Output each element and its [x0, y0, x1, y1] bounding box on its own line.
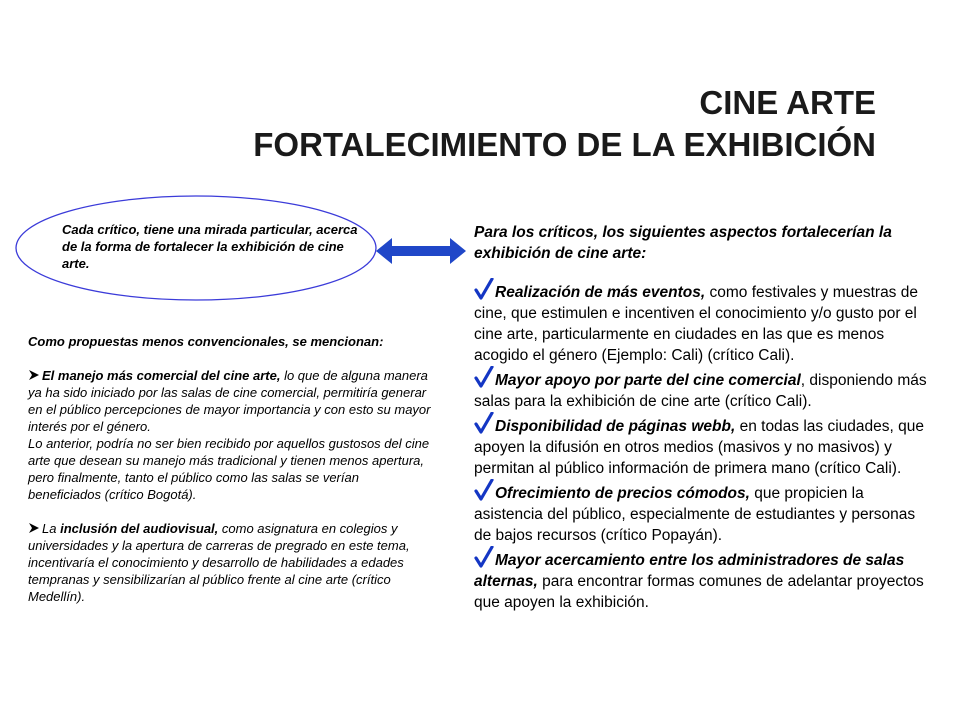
right-item-5-rest: para encontrar formas comunes de adelantar proyectos que apoyen la exhibición. [474, 573, 924, 611]
right-column [474, 222, 934, 613]
checkmark-icon [474, 366, 494, 388]
right-item-2 [474, 366, 934, 412]
title-line-1: CINE ARTE [699, 84, 876, 121]
arrow-bullet-icon [28, 522, 40, 534]
right-item-2-lead: Mayor apoyo por parte del cine comercial [495, 372, 801, 389]
right-item-1 [474, 278, 934, 366]
checkmark-icon [474, 546, 494, 568]
right-item-3-lead: Disponibilidad de páginas webb, [495, 418, 736, 435]
right-item-5 [474, 546, 934, 613]
left-intro: Como propuestas menos convencionales, se mencionan: [28, 334, 384, 349]
right-intro: Para los críticos, los siguientes aspectos fortalecerían la exhibición de cine arte: [474, 224, 892, 262]
left-item-1-continuation: Lo anterior, podría no ser bien recibido por aquellos gustosos del cine arte que desean su manejo más tradicional y tienen menos apertura, pero finalmente, tanto el público como las salas se verían beneficiados (crítico Bogotá). [28, 436, 430, 502]
left-item-1-rest: lo que de alguna manera ya ha sido iniciado por las salas de cine comercial, permitiría generar en el público percepciones de mayor importancia y con esto su mayor interés por el género. [28, 368, 431, 434]
right-item-5-lead: Mayor acercamiento entre los administradores de salas alternas, [474, 552, 905, 590]
slide-title [253, 82, 876, 166]
left-column [28, 333, 434, 605]
left-item-2 [28, 520, 434, 605]
right-item-2-rest: , disponiendo más salas para la exhibición de cine arte (crítico Cali). [474, 372, 927, 410]
right-item-4-rest: que propicien la asistencia del público, especialmente de estudiantes y personas de bajos recursos (crítico Popayán). [474, 485, 916, 544]
left-item-1 [28, 367, 434, 435]
arrow-bullet-icon [28, 369, 40, 381]
left-item-2-rest: como asignatura en colegios y universidades y la apertura de carreras de pregrado en este tema, incentivaría el conocimiento y desarrollo de habilidades a edades tempranas y sensibilizarían al público frente al cine arte (crítico Medellín). [28, 521, 410, 604]
right-item-1-lead: Realización de más eventos, [495, 284, 706, 301]
left-item-2-lead: inclusión del audiovisual, [60, 521, 219, 536]
ellipse-text: Cada crítico, tiene una mirada particular, acerca de la forma de fortalecer la exhibición de cine arte. [62, 222, 358, 271]
left-item-2-pre: La [42, 521, 61, 536]
right-item-1-rest: como festivales y muestras de cine, que estimulen e incentiven el conocimiento y/o gusto por el cine arte, particularmente en ciudades en las que es menos acogido el género (Ejemplo: Cali) (crítico Cali). [474, 284, 918, 364]
right-item-4 [474, 479, 934, 546]
title-line-2: FORTALECIMIENTO DE LA EXHIBICIÓN [253, 126, 876, 163]
checkmark-icon [474, 278, 494, 300]
right-item-4-lead: Ofrecimiento de precios cómodos, [495, 485, 750, 502]
double-arrow-icon [376, 236, 466, 266]
right-item-3 [474, 412, 934, 479]
checkmark-icon [474, 479, 494, 501]
checkmark-icon [474, 412, 494, 434]
right-item-3-rest: en todas las ciudades, que apoyen la difusión en otros medios (masivos y no masivos) y permitan al público información de primera mano (crítico Cali). [474, 418, 924, 477]
left-item-1-lead: El manejo más comercial del cine arte, [42, 368, 281, 383]
